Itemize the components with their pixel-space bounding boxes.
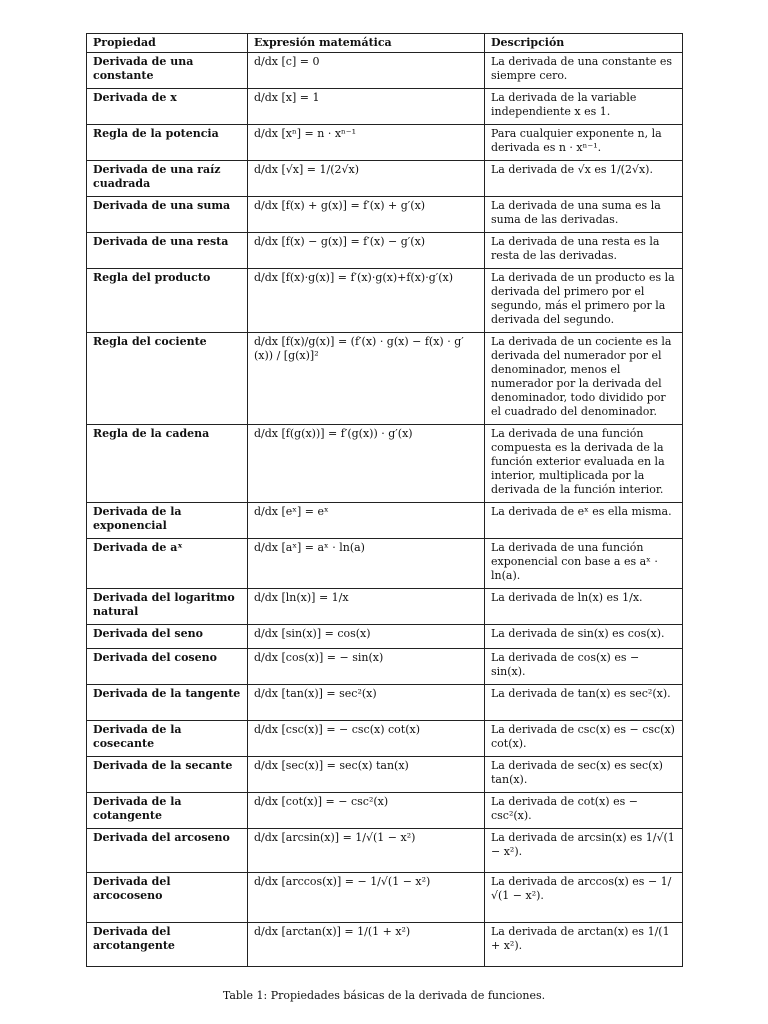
expression-cell: d/dx [f(x)·g(x)] = f′(x)·g(x)+f(x)·g′(x) — [248, 269, 485, 333]
description-cell: La derivada de un cociente es la derivada del numerador por el denominador, menos el numerador por la derivada del denominador, todo dividido por el cuadrado del denominador. — [485, 333, 683, 425]
table-row — [87, 503, 683, 539]
table-row — [87, 649, 683, 685]
description-cell: Para cualquier exponente n, la derivada es n · xⁿ⁻¹. — [485, 125, 683, 161]
description-cell: La derivada de arcsin(x) es 1/√(1 − x²). — [485, 829, 683, 873]
property-cell: Regla de la cadena — [87, 425, 248, 503]
description-cell: La derivada de csc(x) es − csc(x) cot(x). — [485, 721, 683, 757]
expression-cell: d/dx [arcsin(x)] = 1/√(1 − x²) — [248, 829, 485, 873]
expression-cell: d/dx [tan(x)] = sec²(x) — [248, 685, 485, 721]
property-cell: Regla de la potencia — [87, 125, 248, 161]
table-row — [87, 197, 683, 233]
table-row — [87, 829, 683, 873]
expression-cell: d/dx [f(x)/g(x)] = (f′(x) · g(x) − f(x) · g′(x)) / [g(x)]² — [248, 333, 485, 425]
property-cell: Derivada del arcotangente — [87, 923, 248, 967]
description-cell: La derivada de sec(x) es sec(x) tan(x). — [485, 757, 683, 793]
expression-cell: d/dx [sec(x)] = sec(x) tan(x) — [248, 757, 485, 793]
description-cell: La derivada de un producto es la derivada del primero por el segundo, más el primero por la derivada del segundo. — [485, 269, 683, 333]
property-cell: Regla del cociente — [87, 333, 248, 425]
expression-cell: d/dx [arccos(x)] = − 1/√(1 − x²) — [248, 873, 485, 923]
property-cell: Derivada del seno — [87, 625, 248, 649]
property-cell: Derivada de aˣ — [87, 539, 248, 589]
expression-cell: d/dx [√x] = 1/(2√x) — [248, 161, 485, 197]
table-row — [87, 625, 683, 649]
description-cell: La derivada de una resta es la resta de las derivadas. — [485, 233, 683, 269]
table-row — [87, 685, 683, 721]
expression-cell: d/dx [f(g(x))] = f′(g(x)) · g′(x) — [248, 425, 485, 503]
property-cell: Derivada de x — [87, 89, 248, 125]
description-cell: La derivada de una constante es siempre cero. — [485, 53, 683, 89]
expression-cell: d/dx [csc(x)] = − csc(x) cot(x) — [248, 721, 485, 757]
expression-cell: d/dx [arctan(x)] = 1/(1 + x²) — [248, 923, 485, 967]
table-row — [87, 333, 683, 425]
expression-cell: d/dx [cot(x)] = − csc²(x) — [248, 793, 485, 829]
header-descripcion: Descripción — [485, 34, 683, 53]
table-row — [87, 721, 683, 757]
table-row — [87, 233, 683, 269]
description-cell: La derivada de cos(x) es − sin(x). — [485, 649, 683, 685]
table-row — [87, 923, 683, 967]
table-row — [87, 161, 683, 197]
header-expresion: Expresión matemática — [248, 34, 485, 53]
property-cell: Derivada de la tangente — [87, 685, 248, 721]
description-cell: La derivada de sin(x) es cos(x). — [485, 625, 683, 649]
property-cell: Derivada del arcoseno — [87, 829, 248, 873]
table-row — [87, 89, 683, 125]
table-row — [87, 873, 683, 923]
property-cell: Derivada del logaritmo natural — [87, 589, 248, 625]
description-cell: La derivada de una suma es la suma de las derivadas. — [485, 197, 683, 233]
table-row — [87, 757, 683, 793]
property-cell: Derivada de la cotangente — [87, 793, 248, 829]
table-row — [87, 125, 683, 161]
table-caption: Table 1: Propiedades básicas de la derivada de funciones. — [222, 989, 546, 1002]
derivative-properties-table — [86, 33, 683, 967]
description-cell: La derivada de una función exponencial con base a es aˣ · ln(a). — [485, 539, 683, 589]
expression-cell: d/dx [f(x) − g(x)] = f′(x) − g′(x) — [248, 233, 485, 269]
header-propiedad: Propiedad — [87, 34, 248, 53]
property-cell: Derivada del arcocoseno — [87, 873, 248, 923]
description-cell: La derivada de arctan(x) es 1/(1 + x²). — [485, 923, 683, 967]
expression-cell: d/dx [ln(x)] = 1/x — [248, 589, 485, 625]
expression-cell: d/dx [f(x) + g(x)] = f′(x) + g′(x) — [248, 197, 485, 233]
property-cell: Derivada de una raíz cuadrada — [87, 161, 248, 197]
property-cell: Derivada de una constante — [87, 53, 248, 89]
expression-cell: d/dx [cos(x)] = − sin(x) — [248, 649, 485, 685]
description-cell: La derivada de una función compuesta es la derivada de la función exterior evaluada en la interior, multiplicada por la derivada de la función interior. — [485, 425, 683, 503]
table-row — [87, 793, 683, 829]
description-cell: La derivada de arccos(x) es − 1/√(1 − x²). — [485, 873, 683, 923]
description-cell: La derivada de √x es 1/(2√x). — [485, 161, 683, 197]
property-cell: Derivada de una suma — [87, 197, 248, 233]
expression-cell: d/dx [x] = 1 — [248, 89, 485, 125]
property-cell: Derivada de una resta — [87, 233, 248, 269]
property-cell: Derivada de la secante — [87, 757, 248, 793]
table-row — [87, 425, 683, 503]
description-cell: La derivada de eˣ es ella misma. — [485, 503, 683, 539]
expression-cell: d/dx [xⁿ] = n · xⁿ⁻¹ — [248, 125, 485, 161]
description-cell: La derivada de la variable independiente x es 1. — [485, 89, 683, 125]
description-cell: La derivada de ln(x) es 1/x. — [485, 589, 683, 625]
table-row — [87, 269, 683, 333]
table-row — [87, 589, 683, 625]
description-cell: La derivada de cot(x) es − csc²(x). — [485, 793, 683, 829]
expression-cell: d/dx [aˣ] = aˣ · ln(a) — [248, 539, 485, 589]
table-body — [87, 53, 683, 967]
property-cell: Derivada de la cosecante — [87, 721, 248, 757]
expression-cell: d/dx [sin(x)] = cos(x) — [248, 625, 485, 649]
description-cell: La derivada de tan(x) es sec²(x). — [485, 685, 683, 721]
table-row — [87, 53, 683, 89]
property-cell: Derivada del coseno — [87, 649, 248, 685]
table-row — [87, 539, 683, 589]
expression-cell: d/dx [c] = 0 — [248, 53, 485, 89]
table-header-row — [87, 34, 683, 53]
property-cell: Regla del producto — [87, 269, 248, 333]
property-cell: Derivada de la exponencial — [87, 503, 248, 539]
expression-cell: d/dx [eˣ] = eˣ — [248, 503, 485, 539]
